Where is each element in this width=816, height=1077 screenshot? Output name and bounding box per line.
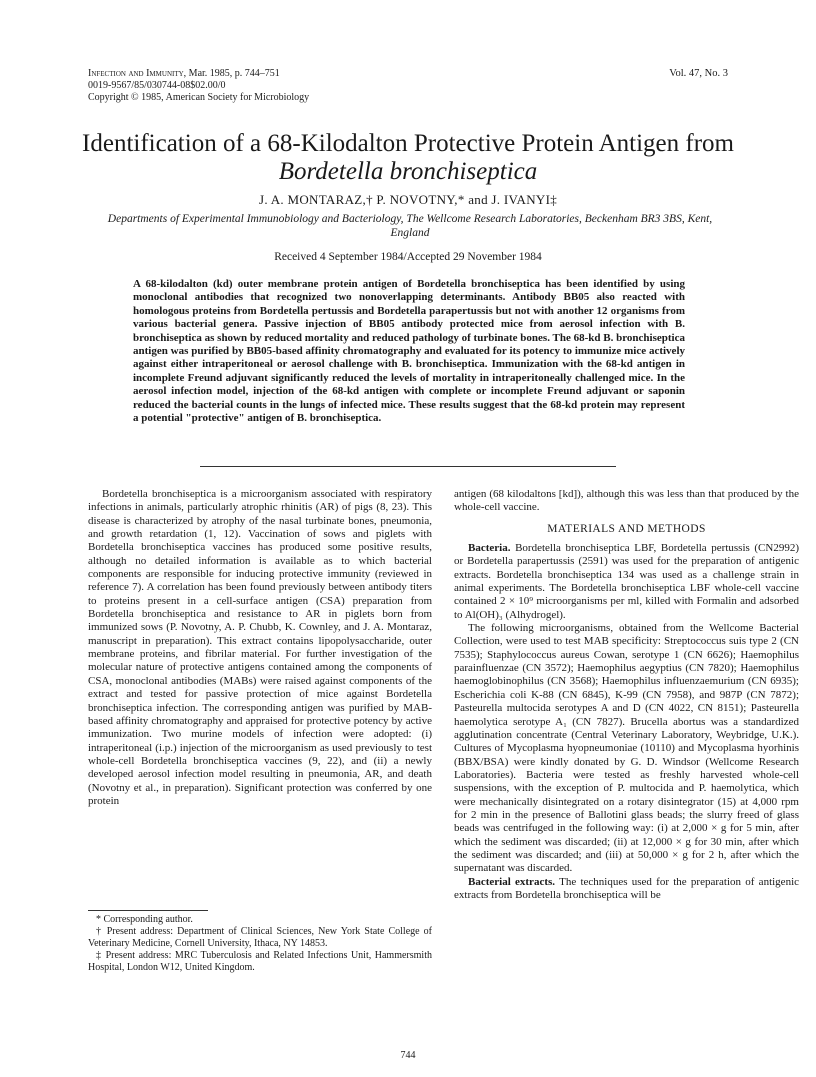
author-list: J. A. MONTARAZ,† P. NOVOTNY,* and J. IVANYI‡ bbox=[258, 192, 558, 207]
article-code: 0019-9567/85/030744-08$02.00/0 bbox=[88, 80, 226, 91]
footnote-ddagger: ‡ Present address: MRC Tuberculosis and Related Infections Unit, Hammersmith Hospital, London W12, United Kingdom. bbox=[88, 950, 432, 973]
right-column bbox=[454, 488, 799, 902]
journal-date: , Mar. 1985, p. 744–751 bbox=[183, 68, 280, 79]
page-title bbox=[40, 130, 776, 186]
page-number: 744 bbox=[400, 1050, 416, 1061]
footnote-corresponding: * Corresponding author. bbox=[96, 914, 193, 925]
volume-info: Vol. 47, No. 3 bbox=[669, 68, 728, 79]
footnote-divider bbox=[88, 910, 208, 911]
affiliation: Departments of Experimental Immunobiology and Bacteriology, The Wellcome Research Laboratories, Beckenham BR3 3BS, Kent, England bbox=[107, 213, 713, 239]
journal-name: Infection and Immunity bbox=[88, 68, 184, 79]
extracts-text: The techniques used for the preparation of antigenic extracts from Bordetella bronchiseptica will be bbox=[454, 875, 800, 901]
received-dates: Received 4 September 1984/Accepted 29 November 1984 bbox=[274, 251, 542, 263]
organisms-paragraph: The following microorganisms, obtained from the Wellcome Bacterial Collection, were used to test MAB specificity: Streptococcus suis type 2 (CN 7535); Staphylococcus aureus Cowan, serotype 1 (CN 6626); Haemophilus parainfluenzae (CN 3572); Haemophilus aegyptius (CN 7820); Haemophilus haemoglobinophilus (CN 3568); Haemophilus influenzaemurium (CN 6935); Escherichia coli K-88 (CN 6845), K-99 (CN 7958), and 987P (CN 7872); Pasteurella multocida serotypes A and D (CN 4022, CN 8151); Pasteurella haemolytica serotype A₁ (CN 7827). Brucella abortus was a standardized agglutination concentrate (Central Veterinary Laboratory, Weybridge, U.K.). Cultures of Mycoplasma hyopneumoniae (10110) and Mycoplasma hyorhinis (BBX/BSA) were kindly donated by G. D. Windsor (Wellcome Research Laboratories). Bacteria were tested as freshly harvested whole-cell suspensions, with the exception of P. multocida and P. haemolytica, which were mechanically disintegrated on a rotary disintegrator (15) at 4,000 rpm for 2 min in the presence of Ballotini glass beads; the slurry freed of glass beads was centrifuged in the following way: (i) at 2,000 × g for 5 min, after which the sediment was discarded; (ii) at 12,000 × g for 30 min, after which the sediment was discarded; and (iii) at 50,000 × g for 2 h, after which the supernatant was discarded. bbox=[454, 622, 799, 875]
footnotes bbox=[88, 914, 432, 974]
copyright-line: Copyright © 1985, American Society for Microbiology bbox=[88, 92, 310, 103]
abstract-divider bbox=[200, 466, 616, 467]
intro-paragraph: Bordetella bronchiseptica is a microorganism associated with respiratory infections in animals, particularly atrophic rhinitis (AR) of pigs (8, 23). This disease is characterized by atrophy of the nasal turbinate bones, pneumonia, and growth retardation (1, 12). Vaccination of sows and piglets with Bordetella bronchiseptica vaccines has produced some positive results, although no detailed information is available as to which bacterial components are responsible for inducing protective immunity (reviewed in reference 7). A correlation has been found previously between antibody titers to proteins present in a cell-surface antigen (CSA) preparation from Bordetella bronchiseptica and resistance to AR in piglets born from immunized sows (P. Novotny, A. P. Chubb, K. Cownley, and J. A. Montaraz, manuscript in preparation). This extract contains lipopolysaccharide, outer membrane proteins, and fibrilar material. For further investigation of the molecular nature of protective antigens contained among the components of CSA, monoclonal antibodies (MABs) were raised against components of the extract and tested for passive protection of mice against Bordetella bronchiseptica infection. The corresponding antigen was purified by MAB-based affinity chromatography and appraised for protective potency by active immunization. Two murine models of infection were adopted: (i) intraperitoneal (i.p.) injection of the microorganism as used previously to test whole-cell Bordetella bronchiseptica vaccines (9, 22), and (ii) a newly developed aerosol infection model resulting in pneumonia, AR, and death (Novotny et al., in preparation). Significant protection was conferred by one protein bbox=[88, 488, 432, 807]
left-column bbox=[88, 488, 432, 808]
extracts-paragraph bbox=[454, 876, 799, 903]
title-line-1: Identification of a 68-Kilodalton Protective Protein Antigen from bbox=[82, 130, 734, 157]
intro-continuation: antigen (68 kilodaltons [kd]), although this was less than that produced by the whole-cell vaccine. bbox=[454, 488, 799, 514]
footnote-dagger: † Present address: Department of Clinical Sciences, New York State College of Veterinary Medicine, Cornell University, Ithaca, NY 14853. bbox=[88, 926, 432, 949]
journal-header bbox=[88, 68, 280, 80]
extracts-heading: Bacterial extracts. bbox=[468, 875, 556, 888]
section-heading: MATERIALS AND METHODS bbox=[547, 522, 706, 535]
title-line-2: Bordetella bronchiseptica bbox=[278, 158, 538, 185]
bacteria-heading: Bacteria. bbox=[468, 542, 511, 555]
bacteria-paragraph bbox=[454, 542, 799, 622]
bacteria-text: Bordetella bronchiseptica LBF, Bordetella pertussis (CN2992) or Bordetella parapertussis (2591) was used for the preparation of antigenic extracts. Bordetella bronchiseptica 134 was used as a challenge strain in animal experiments. The Bordetella bronchiseptica LBF whole-cell vaccine contained 2 × 10⁹ microorganisms per ml, killed with Formalin and adsorbed to Al(OH)₃ (Alhydrogel). bbox=[454, 542, 799, 621]
abstract: A 68-kilodalton (kd) outer membrane protein antigen of Bordetella bronchiseptica has been identified by using monoclonal antibodies that recognized two nonoverlapping determinants. Antibody BB05 also reacted with homologous proteins from Bordetella pertussis and Bordetella parapertussis but not with another 12 organisms from various bacterial genera. Passive injection of BB05 antibody protected mice from aerosol infection with B. bronchiseptica as shown by reduced mortality and reduced pathology of turbinate bones. The 68-kd B. bronchiseptica antigen was purified by BB05-based affinity chromatography and evaluated for its potency to immunize mice actively against either intraperitoneal or aerosol challenge with B. bronchiseptica. Immunization with the 68-kd antigen in incomplete Freund adjuvant significantly reduced the levels of mortality in intraperitoneally challenged mice. In the aerosol infection model, injection of the 68-kd antigen with complete or incomplete Freund adjuvant or saponin reduced the bacterial counts in the lungs of infected mice. These results suggest that the 68-kd protein may represent a potential "protective" antigen of B. bronchiseptica. bbox=[133, 278, 685, 425]
